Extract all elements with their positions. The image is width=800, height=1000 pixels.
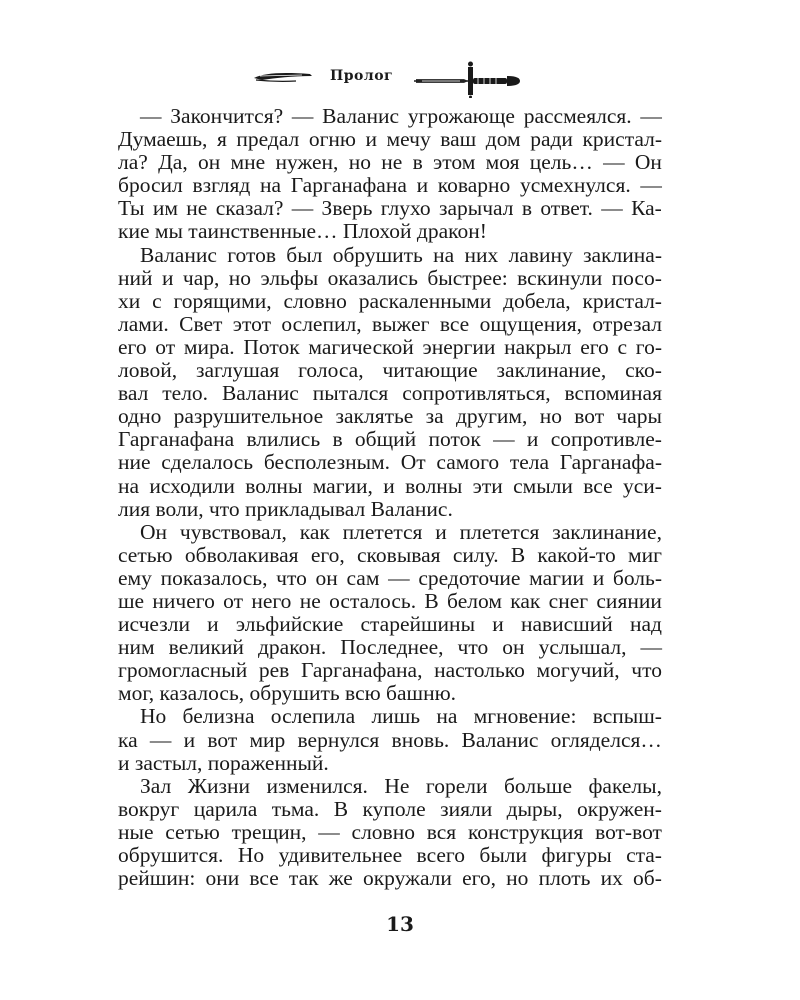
text-line: ше ничего от него не осталось. В белом как снег сиянии (118, 588, 662, 613)
text-line: обрушится. Но удивительнее всего были фигуры ста- (118, 843, 662, 867)
paragraph (118, 775, 662, 890)
text-line: его от мира. Поток магической энергии накрыл его с го- (118, 334, 662, 359)
paragraph (118, 244, 662, 521)
text-line: лия воли, что прикладывал Валанис. (118, 496, 453, 521)
text-line: ним великий дракон. Последнее, что он услышал, — (118, 635, 662, 660)
text-line: и застыл, пораженный. (118, 750, 329, 775)
running-header (0, 58, 800, 98)
text-line: кие мы таинственные… Плохой дракон! (118, 219, 487, 244)
text-line: Но белизна ослепила лишь на мгновение: вспыш- (140, 704, 662, 729)
paragraph (118, 521, 662, 706)
text-line: ловой, заглушая голоса, читающие заклинание, ско- (118, 358, 662, 383)
text-line: ему показалось, что он сам — средоточие магии и боль- (118, 565, 662, 590)
paragraph (118, 105, 662, 244)
text-line: бросил взгляд на Гарганафана и коварно усмехнулся. — (118, 173, 662, 198)
text-line: лами. Свет этот ослепил, выжег все ощущения, отрезал (118, 311, 662, 336)
text-line: Думаешь, я предал огню и мечу ваш дом ради кристал- (118, 127, 662, 152)
text-line: Гарганафана влились в общий поток — и сопротивле- (118, 427, 662, 452)
text-line: ние сделалось бесполезным. От самого тела Гарганафа- (118, 450, 662, 475)
text-line: Зал Жизни изменился. Не горели больше факелы, (140, 773, 662, 798)
text-line: ные сетью трещин, — словно вся конструкция вот-вот (118, 819, 662, 844)
text-line: хи с горящими, словно раскаленными добела, кристал- (118, 288, 662, 313)
chapter-title: Пролог (330, 68, 394, 84)
text-line: исчезли и эльфийские старейшины и нависший над (118, 612, 662, 637)
text-line: — Закончится? — Валанис угрожающе рассмеялся. — (140, 104, 662, 128)
text-line: Ты им не сказал? — Зверь глухо зарычал в ответ. — Ка- (118, 196, 662, 221)
body-text (118, 105, 662, 890)
quill-ornament-icon (252, 70, 314, 86)
text-line: рейшин: они все так же окружали его, но плоть их об- (118, 866, 662, 891)
text-line: громогласный рев Гарганафана, настолько могучий, что (118, 658, 662, 683)
text-line: Валанис готов был обрушить на них лавину заклина- (140, 242, 662, 267)
text-line: сетью обволакивая его, сковывая силу. В какой-то миг (118, 542, 662, 567)
text-line: мог, казалось, обрушить всю башню. (118, 681, 457, 706)
text-line: вал тело. Валанис пытался сопротивляться, вспоминая (118, 381, 662, 406)
text-line: на исходили волны магии, и волны эти смыли все уси- (118, 473, 662, 498)
text-line: ний и чар, но эльфы оказались быстрее: вскинули посо- (118, 265, 662, 290)
text-line: ка — и вот мир вернулся вновь. Валанис огляделся… (118, 727, 662, 752)
sword-ornament-icon (412, 58, 524, 98)
text-line: вокруг царила тьма. В куполе зияли дыры, окружен- (118, 796, 662, 821)
paragraph (118, 705, 662, 774)
text-line: одно разрушительное заклятье за другим, но вот чары (118, 404, 662, 429)
text-line: Он чувствовал, как плетется и плетется заклинание, (140, 519, 662, 544)
text-line: ла? Да, он мне нужен, но не в этом моя цель… — Он (118, 150, 662, 175)
page-number: 13 (386, 912, 414, 936)
